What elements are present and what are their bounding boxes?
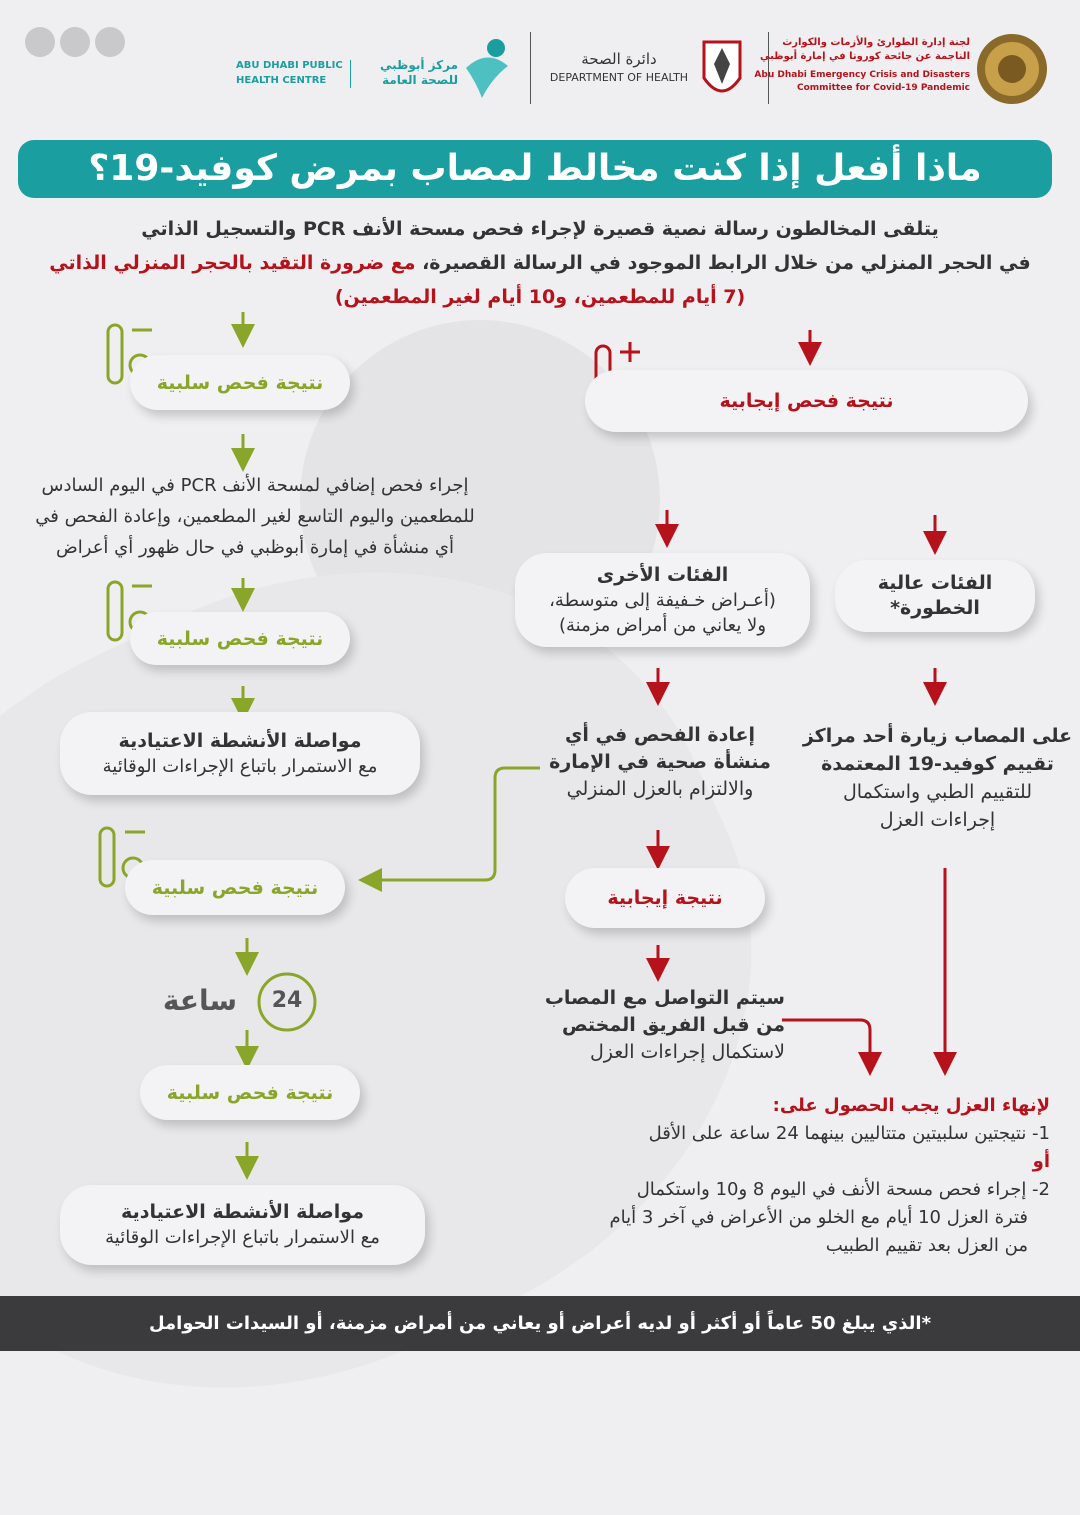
retest-line: والالتزام بالعزل المنزلي [566,778,754,800]
end-isolation-item: 2- إجراء فحص مسحة الأنف في اليوم 8 و10 واستكمال [636,1179,1050,1200]
visit-center-text [800,722,1075,834]
extra-test-text [0,470,510,563]
positive-result-box: نتيجة إيجابية [565,868,765,928]
retest-line: منشأة صحية في الإمارة [549,751,771,773]
positive-result-box: نتيجة فحص إيجابية [585,370,1028,432]
contact-text [530,985,785,1066]
intro-text: في الحجر المنزلي من خلال الرابط الموجود في الرسالة القصيرة، [422,252,1031,274]
intro-durations: (7 أيام للمطعمين، و10 أيام لغير المطعمين) [334,286,746,308]
adphc-name-en: ABU DHABI PUBLIC HEALTH CENTRE [236,60,343,86]
hours-label: ساعة [162,984,238,1017]
retest-line: إعادة الفحص في أي [565,724,755,746]
extra-test-line: إجراء فحص إضافي لمسحة الأنف PCR في اليوم السادس [41,475,469,496]
committee-name-en: Committee for Covid-19 Pandemic [797,83,970,93]
visit-line: على المصاب زيارة أحد مراكز [802,725,1073,747]
continue-title: مواصلة الأنشطة الاعتيادية [118,729,362,752]
continue-activities-box [60,1185,425,1265]
retest-text [530,722,790,803]
other-groups-box [515,553,810,647]
other-groups-title: الفئات الأخرى [596,563,729,586]
arrow-connector-icon [782,1020,870,1064]
adphc-name-ar: مركز أبوظبي للصحة العامة [380,58,458,87]
visit-line: تقييم كوفيد-19 المعتمدة [821,753,1054,775]
end-isolation-item: من العزل بعد تقييم الطبيب [825,1235,1028,1256]
end-isolation-item: فترة العزل 10 أيام مع الخلو من الأعراض في آخر 3 أيام [609,1207,1028,1228]
visit-line: إجراءات العزل [879,809,996,831]
intro-warning: مع ضرورة التقيد بالحجر المنزلي الذاتي [49,252,423,274]
negative-result-box: نتيجة فحص سلبية [140,1065,360,1120]
test-tube-minus-icon [100,325,152,886]
committee-name-ar: لجنة إدارة الطوارئ والأزمات والكوارث [782,37,970,48]
other-groups-desc: ولا يعاني من أمراض مزمنة) [558,614,767,636]
end-isolation-text [500,1092,1050,1260]
hours-value: 24 [271,988,303,1013]
footnote-bar: *الذي يبلغ 50 عاماً أو أكثر أو لديه أعراض أو يعاني من أمراض مزمنة، أو السيدات الحوامل [0,1296,1080,1351]
extra-test-line: للمطعمين واليوم التاسع لغير المطعمين، وإعادة الفحص في [35,506,475,527]
end-isolation-item: 1- نتيجتين سلبيتين متتاليين بينهما 24 ساعة على الأقل [648,1123,1050,1144]
negative-result-box: نتيجة فحص سلبية [130,612,350,665]
continue-subtitle: مع الاستمرار باتباع الإجراءات الوقائية [102,755,378,777]
end-isolation-title: لإنهاء العزل يجب الحصول على: [772,1095,1050,1116]
negative-result-box: نتيجة فحص سلبية [125,860,345,915]
contact-line: من قبل الفريق المختص [561,1014,785,1036]
doh-name-en: DEPARTMENT OF HEALTH [549,71,689,84]
continue-subtitle: مع الاستمرار باتباع الإجراءات الوقائية [105,1227,380,1248]
visit-line: للتقييم الطبي واستكمال [842,781,1033,803]
committee-name-en: Abu Dhabi Emergency Crisis and Disasters [754,70,970,80]
negative-result-box: نتيجة فحص سلبية [130,355,350,410]
continue-title: مواصلة الأنشطة الاعتيادية [121,1201,364,1223]
continue-activities-box [60,712,420,795]
contact-line: لاستكمال إجراءات العزل [589,1041,785,1063]
high-risk-title: الفئات عالية [877,572,993,594]
intro-line: يتلقى المخالطون رسالة نصية قصيرة لإجراء فحص مسحة الأنف PCR والتسجيل الذاتي [141,218,939,240]
other-groups-desc: (أعـراض خـفيفة إلى متوسطة، [549,589,776,611]
doh-name-ar: دائرة الصحة [581,50,657,68]
contact-line: سيتم التواصل مع المصاب [544,987,785,1009]
high-risk-title: الخطورة* [890,597,980,619]
or-label: أو [1032,1151,1050,1172]
page-title: ماذا أفعل إذا كنت مخالط لمصاب بمرض كوفيد-19؟ [18,140,1052,198]
high-risk-box [835,560,1035,632]
committee-name-ar: الناجمة عن جائحة كورونا في إمارة أبوظبي [759,51,970,62]
extra-test-line: أي منشأة في إمارة أبوظبي في حال ظهور أي أعراض [56,537,454,558]
